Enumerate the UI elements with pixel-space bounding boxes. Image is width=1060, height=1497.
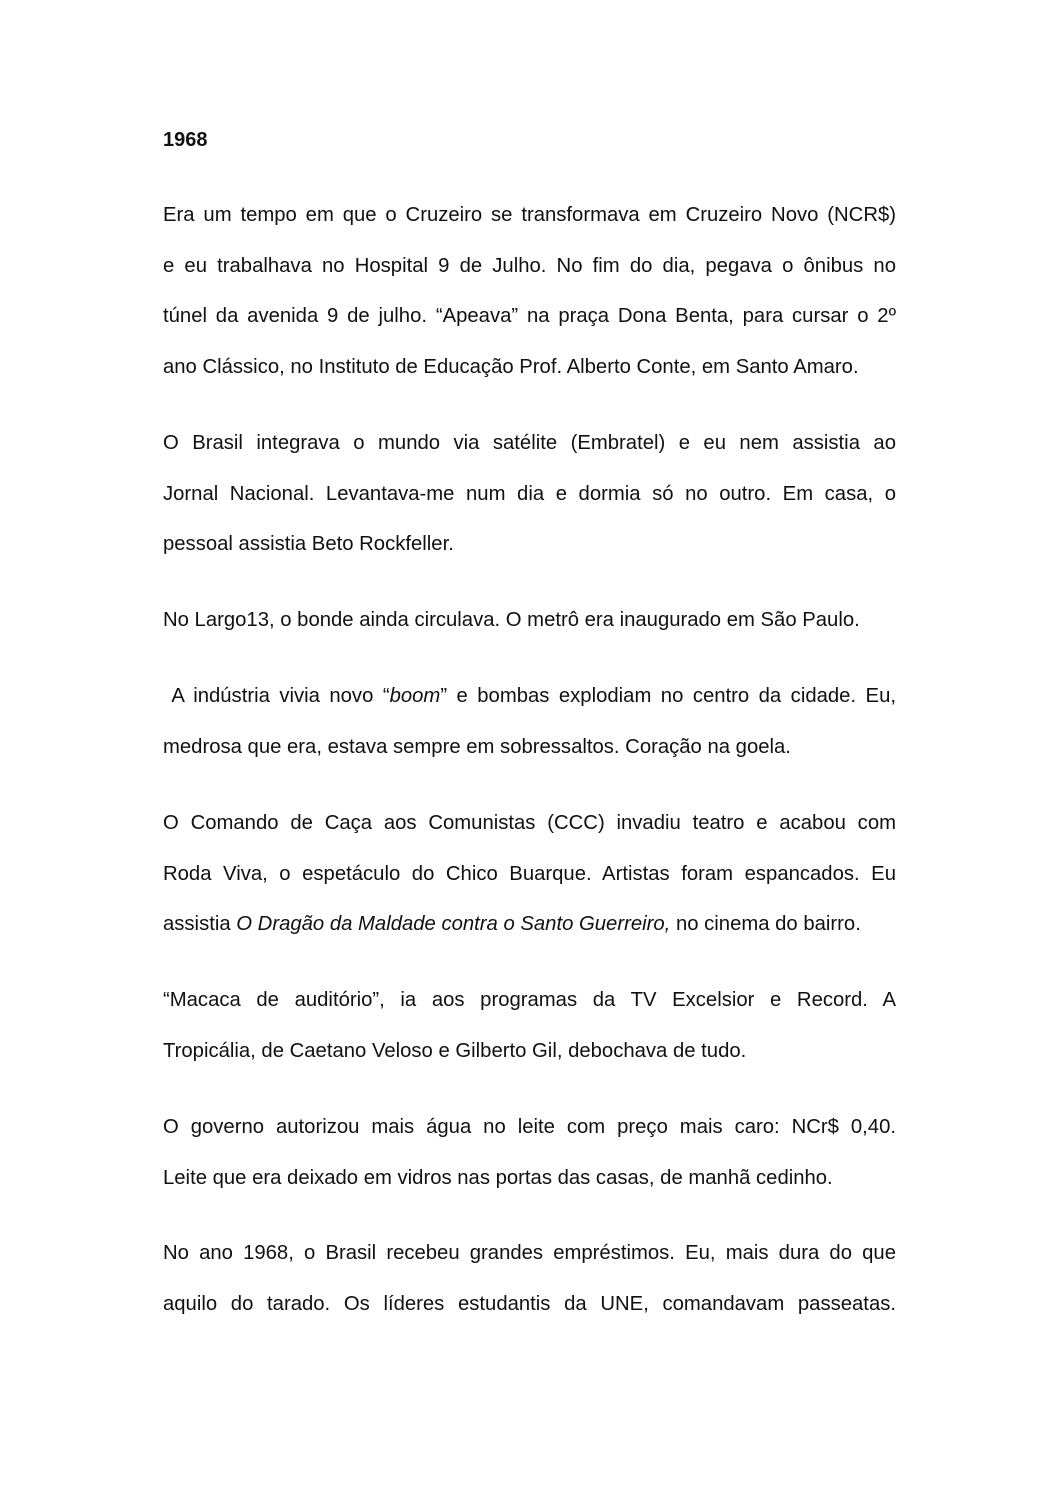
paragraph-line (163, 899, 896, 950)
paragraph-5 (163, 798, 896, 950)
text-run: assistia (163, 913, 237, 936)
italic-text-run: boom (389, 685, 441, 707)
text-run: ” e bombas explodiam no centro da cidade. Eu, (440, 685, 896, 707)
paragraph-6 (163, 975, 896, 1076)
paragraph-line: No ano 1968, o Brasil recebeu grandes empréstimos. Eu, mais dura do que (163, 1242, 896, 1264)
paragraph-line: pessoal assistia Beto Rockfeller. (163, 533, 454, 556)
text-run: no cinema do bairro. (670, 913, 861, 936)
paragraph-line: Era um tempo em que o Cruzeiro se transformava em Cruzeiro Novo (NCR$) (163, 204, 896, 226)
paragraph-line: O Brasil integrava o mundo via satélite (Embratel) e eu nem assistia ao (163, 432, 896, 454)
paragraph-line: No Largo13, o bonde ainda circulava. O metrô era inaugurado em São Paulo. (163, 609, 860, 631)
paragraph-line: túnel da avenida 9 de julho. “Apeava” na praça Dona Benta, para cursar o 2º (163, 305, 896, 328)
paragraph-line: Leite que era deixado em vidros nas portas das casas, de manhã cedinho. (163, 1166, 833, 1189)
paragraph-line (163, 671, 896, 722)
paragraph-line: ano Clássico, no Instituto de Educação Prof. Alberto Conte, em Santo Amaro. (163, 355, 859, 378)
paragraph-8 (163, 1228, 896, 1329)
paragraph-line: Jornal Nacional. Levantava-me num dia e dormia só no outro. Em casa, o (163, 482, 896, 505)
document-title: 1968 (163, 129, 208, 151)
paragraph-line: e eu trabalhava no Hospital 9 de Julho. No fim do dia, pegava o ônibus no (163, 254, 896, 277)
paragraph-2 (163, 418, 896, 570)
paragraph-4 (163, 671, 896, 772)
italic-text-run: O Dragão da Maldade contra o Santo Guerreiro, (236, 913, 671, 936)
paragraph-line: Tropicália, de Caetano Veloso e Gilberto Gil, debochava de tudo. (163, 1039, 747, 1062)
paragraph-line: medrosa que era, estava sempre em sobressaltos. Coração na goela. (163, 735, 791, 758)
paragraph-7 (163, 1102, 896, 1203)
paragraph-line: O governo autorizou mais água no leite com preço mais caro: NCr$ 0,40. (163, 1116, 896, 1138)
paragraph-3 (163, 595, 896, 646)
paragraph-line: Roda Viva, o espetáculo do Chico Buarque. Artistas foram espancados. Eu (163, 862, 896, 885)
paragraph-line: aquilo do tarado. Os líderes estudantis da UNE, comandavam passeatas. (163, 1292, 896, 1315)
text-run: A indústria vivia novo “ (163, 685, 390, 707)
paragraph-line: “Macaca de auditório”, ia aos programas da TV Excelsior e Record. A (163, 989, 896, 1011)
paragraph-1 (163, 190, 896, 392)
paragraph-line: O Comando de Caça aos Comunistas (CCC) invadiu teatro e acabou com (163, 812, 896, 834)
